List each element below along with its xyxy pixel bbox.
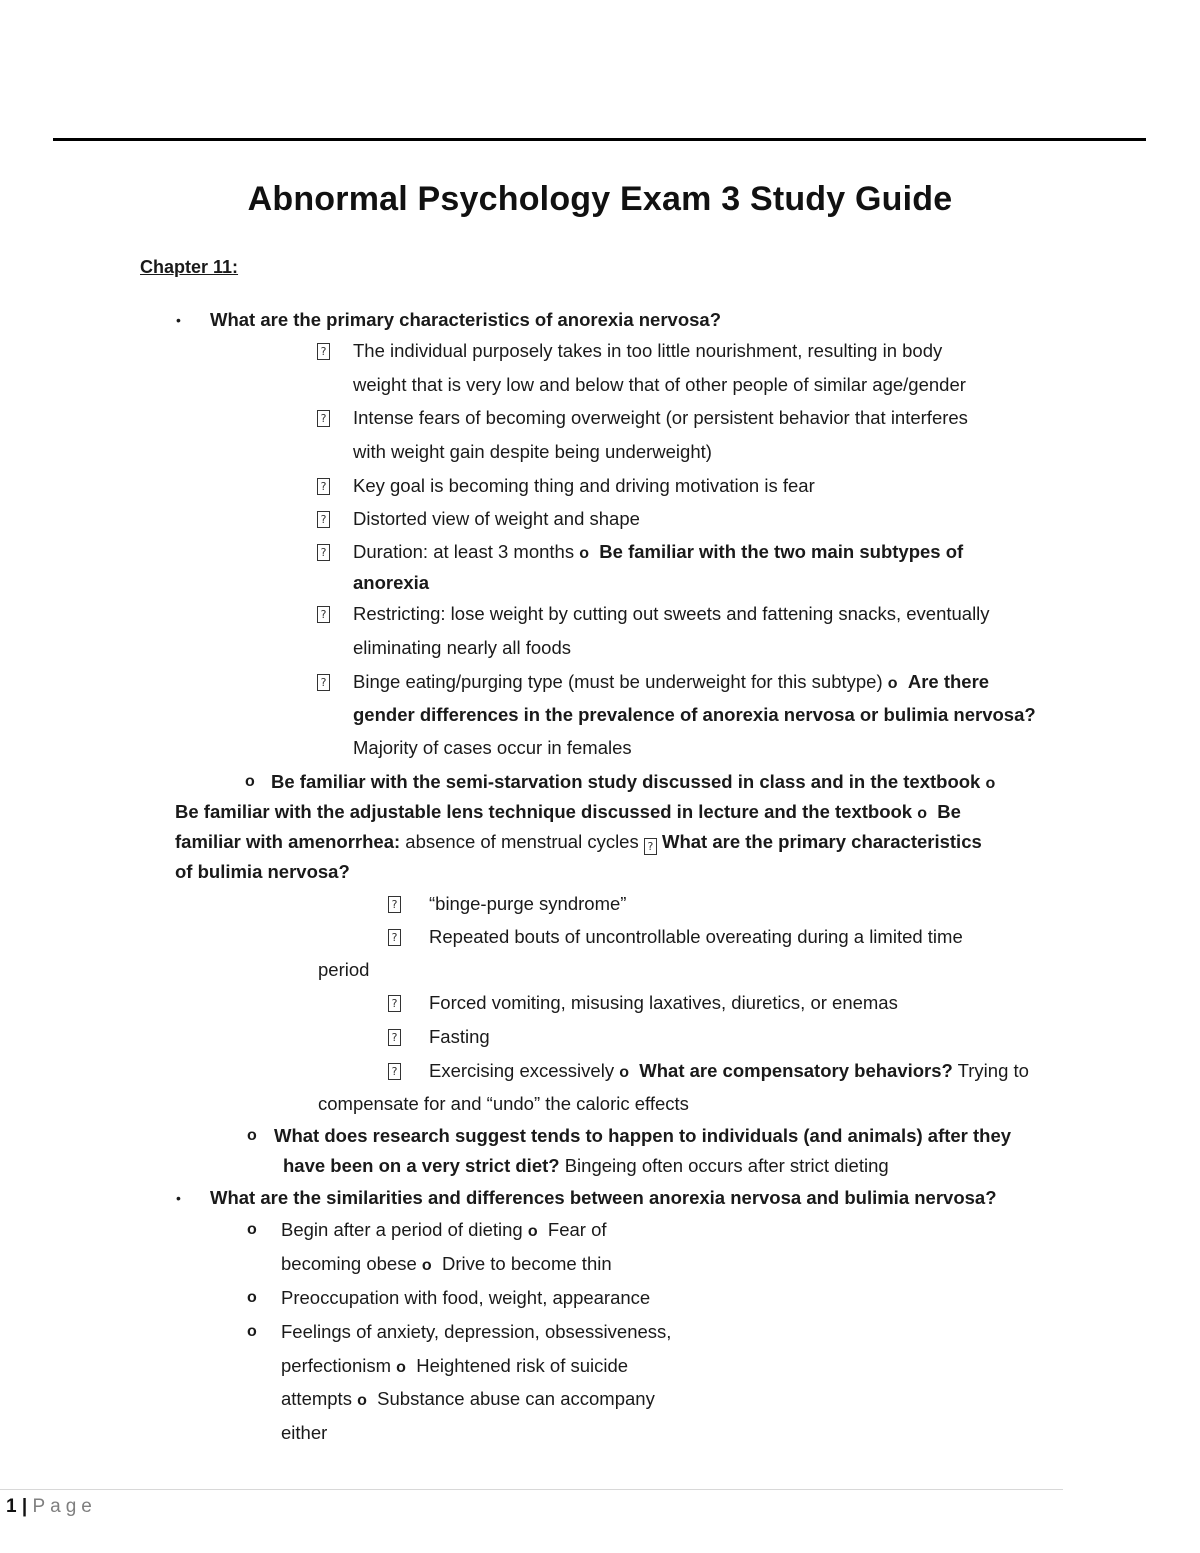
page-footer [6,1494,97,1520]
document-title: Abnormal Psychology Exam 3 Study Guide [247,180,953,218]
footer-rule [0,1489,1063,1490]
sub-bullet-icon: o [247,1289,257,1306]
sub-bullet-icon: o [527,1223,538,1240]
missing-glyph-icon: ? [388,1029,401,1046]
anorexia-item: The individual purposely takes in too little nourishment, resulting in body [353,340,943,361]
anorexia-item-cont: eliminating nearly all foods [353,637,572,658]
anorexia-item-cont: with weight gain despite being underweight) [353,441,712,462]
sub-bullet-icon: o [887,675,898,692]
missing-glyph-icon: ? [317,606,330,623]
similarity-item: attempts o Substance abuse can accompany [281,1388,655,1409]
diet-answer: have been on a very strict diet? Bingeing often occurs after strict dieting [283,1155,889,1176]
anorexia-item: Duration: at least 3 months o Be familiar with the two main subtypes of [353,541,964,562]
bullet-icon: • [176,1190,181,1206]
question-anorexia: What are the primary characteristics of anorexia nervosa? [210,309,722,330]
question-similarities: What are the similarities and differences between anorexia nervosa and bulimia nervosa? [210,1187,997,1208]
bulimia-item-cont: period [318,959,370,980]
anorexia-item-cont: weight that is very low and below that of other people of similar age/gender [353,374,966,395]
similarity-item: Feelings of anxiety, depression, obsessiveness, [281,1321,672,1342]
bulimia-item: “binge-purge syndrome” [429,893,627,914]
bulimia-item: Repeated bouts of uncontrollable overeating during a limited time [429,926,963,947]
missing-glyph-icon: ? [388,995,401,1012]
similarity-item: Preoccupation with food, weight, appearance [281,1287,651,1308]
anorexia-item-cont: gender differences in the prevalence of anorexia nervosa or bulimia nervosa? [353,704,1036,725]
study-item: Be familiar with the adjustable lens technique discussed in lecture and the textbook o Be [175,801,961,822]
sub-bullet-icon: o [247,1127,257,1144]
missing-glyph-icon: ? [317,544,330,561]
missing-glyph-icon: ? [317,410,330,427]
similarity-item: perfectionism o Heightened risk of suicide [281,1355,629,1376]
sub-bullet-icon: o [619,1064,629,1081]
sub-bullet-icon: o [245,773,255,790]
chapter-heading: Chapter 11: [140,257,239,277]
bulimia-item: Forced vomiting, misusing laxatives, diuretics, or enemas [429,992,898,1013]
missing-glyph-icon: ? [317,511,330,528]
missing-glyph-icon: ? [317,343,330,360]
anorexia-item-cont: Majority of cases occur in females [353,737,632,758]
sub-bullet-icon: o [421,1257,432,1274]
sub-bullet-icon: o [985,775,996,792]
footer-separator: | [21,1496,28,1517]
bullet-icon: • [176,312,181,328]
anorexia-item: Key goal is becoming thing and driving motivation is fear [353,475,815,496]
sub-bullet-icon: o [247,1221,257,1238]
sub-bullet-icon: o [247,1323,257,1340]
sub-bullet-icon: o [396,1359,406,1376]
missing-glyph-icon: ? [388,929,401,946]
similarity-item: becoming obese o Drive to become thin [281,1253,612,1274]
question-bulimia: of bulimia nervosa? [175,861,350,882]
sub-bullet-icon: o [357,1392,367,1409]
question-diet: What does research suggest tends to happen to individuals (and animals) after they [274,1125,1012,1146]
bulimia-item: Exercising excessively o What are compensatory behaviors? Trying to [429,1060,1029,1081]
missing-glyph-icon: ? [388,1063,401,1080]
study-item: familiar with amenorrhea: absence of menstrual cycles ? What are the primary characteristics [175,831,982,853]
study-item: Be familiar with the semi-starvation study discussed in class and in the textbook o [271,771,996,792]
missing-glyph-icon: ? [644,838,657,855]
missing-glyph-icon: ? [317,674,330,691]
page-label: Page [32,1496,97,1517]
missing-glyph-icon: ? [388,896,401,913]
header-rule [53,138,1146,141]
bulimia-item: Fasting [429,1026,490,1047]
anorexia-item: Binge eating/purging type (must be underweight for this subtype) o Are there [353,671,990,692]
similarity-item-cont: either [281,1422,328,1443]
page-number: 1 [6,1496,17,1517]
missing-glyph-icon: ? [317,478,330,495]
similarity-item: Begin after a period of dieting o Fear of [281,1219,607,1240]
anorexia-item: Intense fears of becoming overweight (or persistent behavior that interferes [353,407,968,428]
anorexia-item-cont: anorexia [353,572,430,593]
anorexia-item: Restricting: lose weight by cutting out sweets and fattening snacks, eventually [353,603,990,624]
anorexia-item: Distorted view of weight and shape [353,508,640,529]
sub-bullet-icon: o [579,545,590,562]
bulimia-item-cont: compensate for and “undo” the caloric effects [318,1093,689,1114]
sub-bullet-icon: o [917,805,928,822]
